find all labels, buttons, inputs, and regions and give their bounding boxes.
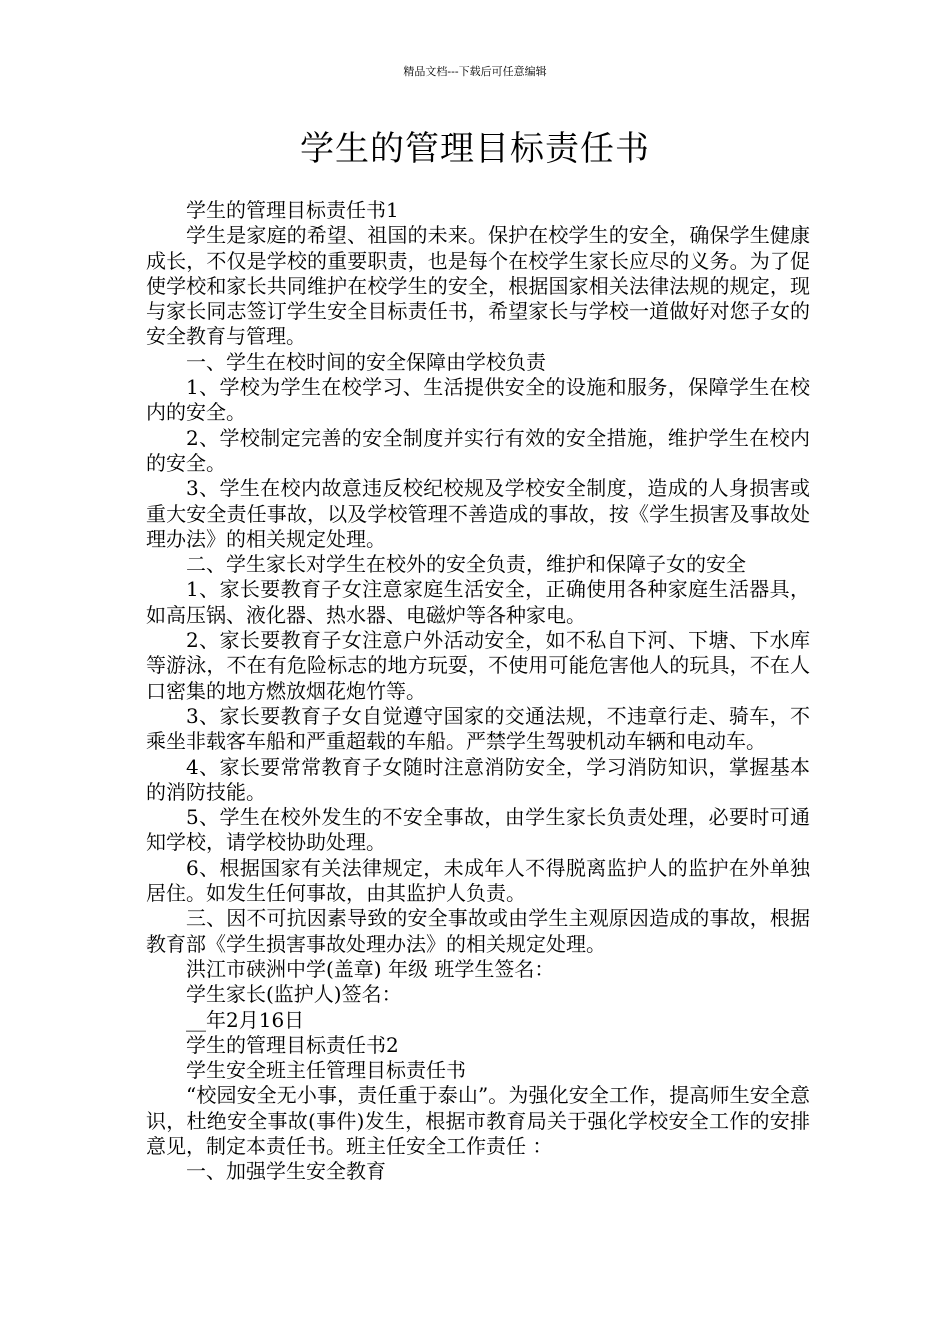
signature-line-student: 洪江市硖洲中学(盖章) 年级 班学生签名： (186, 956, 555, 981)
paragraph: 2、家长要教育子女注意户外活动安全，如不私自下河、下塘、下水库等游泳，不在有危险标志的地方玩耍，不使用可能危害他人的玩具，不在人口密集的地方燃放烟花炮竹等。 (146, 628, 810, 703)
paragraph: 二、学生家长对学生在校外的安全负责，维护和保障子女的安全 (186, 552, 746, 577)
signature-line-parent: 学生家长(监护人)签名： (186, 982, 402, 1007)
paragraph: 2、学校制定完善的安全制度并实行有效的安全措施，维护学生在校内的安全。 (146, 425, 810, 475)
paragraph: 学生安全班主任管理目标责任书 (186, 1058, 466, 1083)
paragraph: “校园安全无小事，责任重于泰山”。为强化安全工作，提高师生安全意识，杜绝安全事故(事件)发生，根据市教育局关于强化学校安全工作的安排意见，制定本责任书。班主任安全工作责任 ： (146, 1083, 810, 1158)
paragraph: 1、家长要教育子女注意家庭生活安全，正确使用各种家庭生活器具，如高压锅、液化器、热水器、电磁炉等各种家电。 (146, 577, 810, 627)
paragraph: 学生是家庭的希望、祖国的未来。保护在校学生的安全，确保学生健康成长，不仅是学校的重要职责，也是每个在校学生家长应尽的义务。为了促使学校和家长共同维护在校学生的安全，根据国家相关法律法规的规定，现与家长同志签订学生安全目标责任书，希望家长与学校一道做好对您子女的安全教育与管理。 (146, 223, 810, 349)
date-line: __年2月16日 (186, 1007, 305, 1032)
paragraph: 三、因不可抗因素导致的安全事故或由学生主观原因造成的事故，根据教育部《学生损害事故处理办法》的相关规定处理。 (146, 906, 810, 956)
paragraph: 学生的管理目标责任书1 (186, 198, 399, 222)
paragraph: 3、家长要教育子女自觉遵守国家的交通法规，不违章行走、骑车，不乘坐非载客车船和严重超载的车船。严禁学生驾驶机动车辆和电动车。 (146, 703, 810, 754)
page-header: 精品文档---下载后可任意编辑 (403, 65, 547, 78)
paragraph: 1、学校为学生在校学习、生活提供安全的设施和服务，保障学生在校内的安全。 (146, 375, 810, 425)
section-heading: 学生的管理目标责任书2 (186, 1032, 399, 1057)
document-title: 学生的管理目标责任书 (300, 129, 650, 169)
paragraph: 一、学生在校时间的安全保障由学校负责 (186, 349, 546, 374)
paragraph: 4、家长要常常教育子女随时注意消防安全，学习消防知识，掌握基本的消防技能。 (146, 754, 810, 804)
paragraph: 3、学生在校内故意违反校纪校规及学校安全制度，造成的人身损害或重大安全责任事故，以及学校管理不善造成的事故，按《学生损害及事故处理办法》的相关规定处理。 (146, 476, 810, 551)
paragraph: 6、根据国家有关法律规定，未成年人不得脱离监护人的监护在外单独居住。如发生任何事故，由其监护人负责。 (146, 855, 810, 906)
paragraph: 一、加强学生安全教育 (186, 1159, 386, 1184)
document-body (146, 198, 810, 1185)
paragraph: 5、学生在校外发生的不安全事故，由学生家长负责处理，必要时可通知学校，请学校协助处理。 (146, 805, 810, 855)
